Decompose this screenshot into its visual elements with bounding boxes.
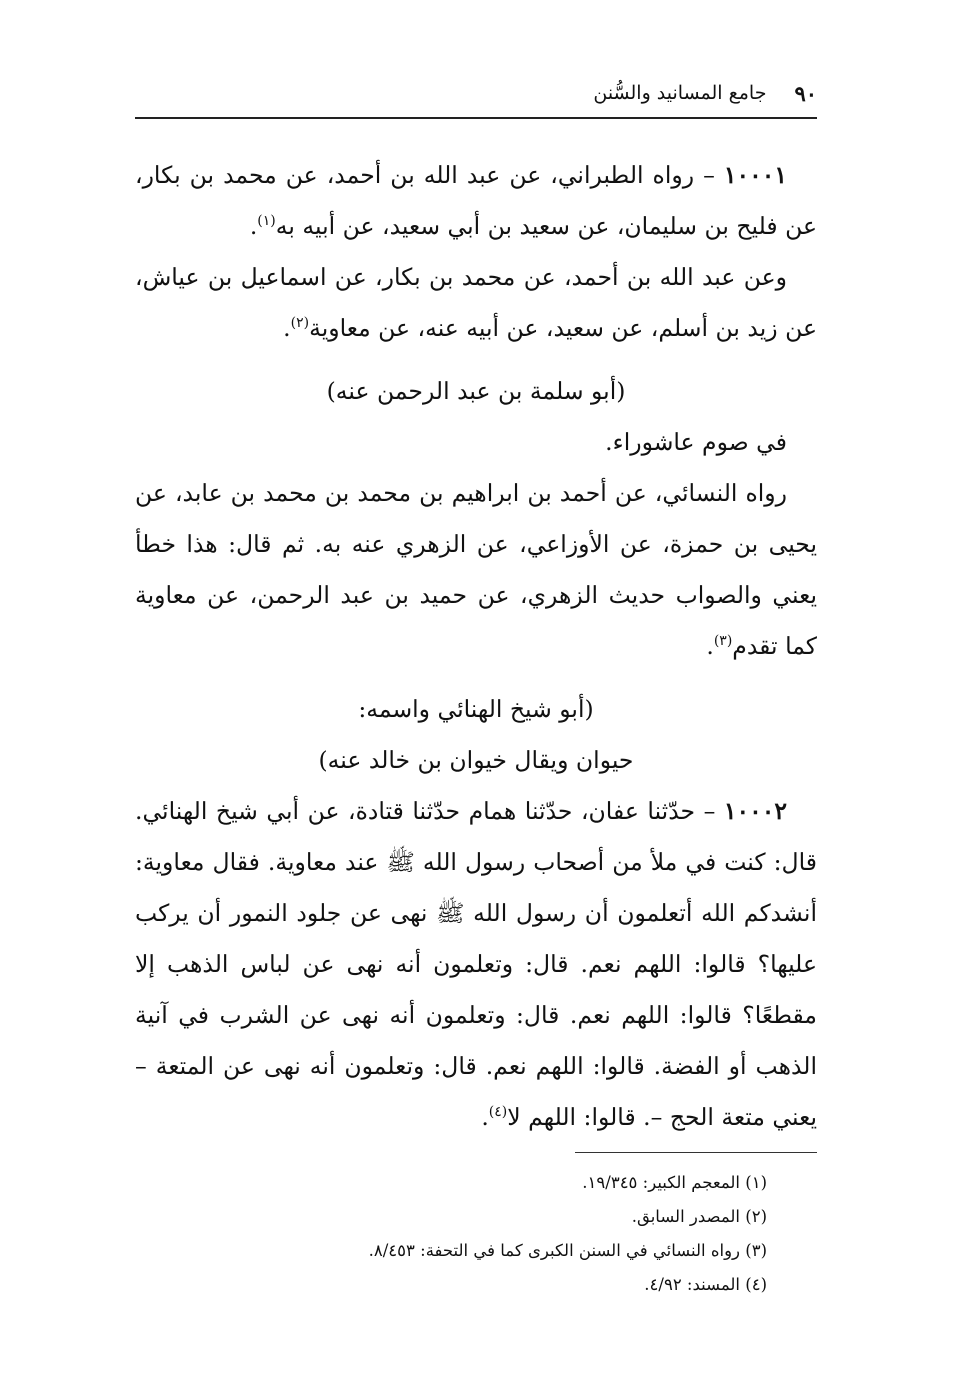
- second-chain: وعن عبد الله بن أحمد، عن محمد بن بكار، عن اسماعيل بن عياش، عن زيد بن أسلم، عن سعيد، عن أبيه عنه، عن معاوية$^{(٢)}$.: [135, 263, 817, 342]
- footnote-ref: (٣): [713, 633, 733, 650]
- entry-number: ١٠٠٠١: [723, 161, 787, 189]
- subheading-ashura: في صوم عاشوراء.: [605, 428, 787, 456]
- header-rule: [135, 117, 817, 119]
- entry-10002: ١٠٠٠٢ – حدّثنا عفان، حدّثنا همام حدّثنا قتادة، عن أبي شيخ الهنائي. قال: كنت في ملأ من أصحاب رسول الله ﷺ عند معاوية. فقال معاوية: أنشدكم الله أتعلمون أن رسول الله ﷺ نهى عن جلود النمور أن يركب عليها؟ قالوا: اللهم نعم. قال: وتعلمون أنه نهى عن لباس الذهب إلا مقطعًا؟ قالوا: اللهم نعم. قال: وتعلمون أنه نهى عن الشرب في آنية الذهب أو الفضة. قالوا: اللهم نعم. قال: وتعلمون أنه نهى عن المتعة – يعني متعة الحج –. قالوا: اللهم لا$^{(٤)}$.: [135, 797, 817, 1131]
- footnote-1: (١) المعجم الكبير: ١٩/٣٤٥.: [582, 1173, 767, 1192]
- footnote-3: (٣) رواه النسائي في السنن الكبرى كما في التحفة: ٨/٤٥٣.: [368, 1241, 767, 1260]
- footnotes: [240, 1166, 767, 1302]
- footnote-4: (٤) المسند: ٤/٩٢.: [644, 1275, 767, 1294]
- running-header: [135, 70, 817, 116]
- entry-10001: ١٠٠٠١ – رواه الطبراني، عن عبد الله بن أحمد، عن محمد بن بكار، عن فليح بن سليمان، عن سعيد بن أبي سعيد، عن أبيه به$^{(١)}$.: [135, 161, 817, 240]
- entry-number: ١٠٠٠٢: [723, 797, 787, 825]
- footnote-ref: (٢): [290, 315, 310, 332]
- main-text: [135, 150, 817, 1143]
- footnote-ref: (١): [257, 213, 276, 230]
- section-heading-abu-shaykh-line2: حيوان ويقال خيوان بن خالد عنه): [318, 746, 634, 774]
- nasai-paragraph: رواه النسائي، عن أحمد بن ابراهيم بن محمد بن محمد بن عابد، عن يحيى بن حمزة، عن الأوزاعي، عن الزهري عنه به. ثم قال: هذا خطأ يعني والصواب حديث الزهري، عن حميد بن عبد الرحمن، عن معاوية كما تقدم$^{(٣)}$.: [135, 479, 817, 660]
- entry-text: – حدّثنا عفان، حدّثنا همام حدّثنا قتادة، عن أبي شيخ الهنائي. قال: كنت في ملأ من أصحاب رسول الله ﷺ عند معاوية. فقال معاوية: أنشدكم الله أتعلمون أن رسول الله ﷺ نهى عن جلود النمور أن يركب عليها؟ قالوا: اللهم نعم. قال: وتعلمون أنه نهى عن لباس الذهب إلا مقطعًا؟ قالوا: اللهم نعم. قال: وتعلمون أنه نهى عن الشرب في آنية الذهب أو الفضة. قالوا: اللهم نعم. قال: وتعلمون أنه نهى عن المتعة – يعني متعة الحج –. قالوا: اللهم لا: [135, 797, 817, 1131]
- book-title: جامع المسانيد والسُّنن: [593, 82, 767, 104]
- entry-text: – رواه الطبراني، عن عبد الله بن أحمد، عن محمد بن بكار، عن فليح بن سليمان، عن سعيد بن أبي سعيد، عن أبيه به: [135, 161, 817, 240]
- chain-text: وعن عبد الله بن أحمد، عن محمد بن بكار، عن اسماعيل بن عياش، عن زيد بن أسلم، عن سعيد، عن أبيه عنه، عن معاوية: [135, 263, 817, 342]
- footnote-2: (٢) المصدر السابق.: [631, 1207, 767, 1226]
- nasai-text: رواه النسائي، عن أحمد بن ابراهيم بن محمد بن محمد بن عابد، عن يحيى بن حمزة، عن الأوزاعي، عن الزهري عنه به. ثم قال: هذا خطأ يعني والصواب حديث الزهري، عن حميد بن عبد الرحمن، عن معاوية كما تقدم: [135, 479, 817, 660]
- footnote-ref: (٤): [488, 1104, 508, 1121]
- footnote-rule: [575, 1152, 817, 1153]
- section-heading-abu-salama: (أبو سلمة بن عبد الرحمن عنه): [326, 377, 626, 405]
- section-heading-abu-shaykh-line1: (أبو شيخ الهنائي واسمه:: [358, 695, 594, 723]
- page-number: ٩٠: [794, 80, 817, 106]
